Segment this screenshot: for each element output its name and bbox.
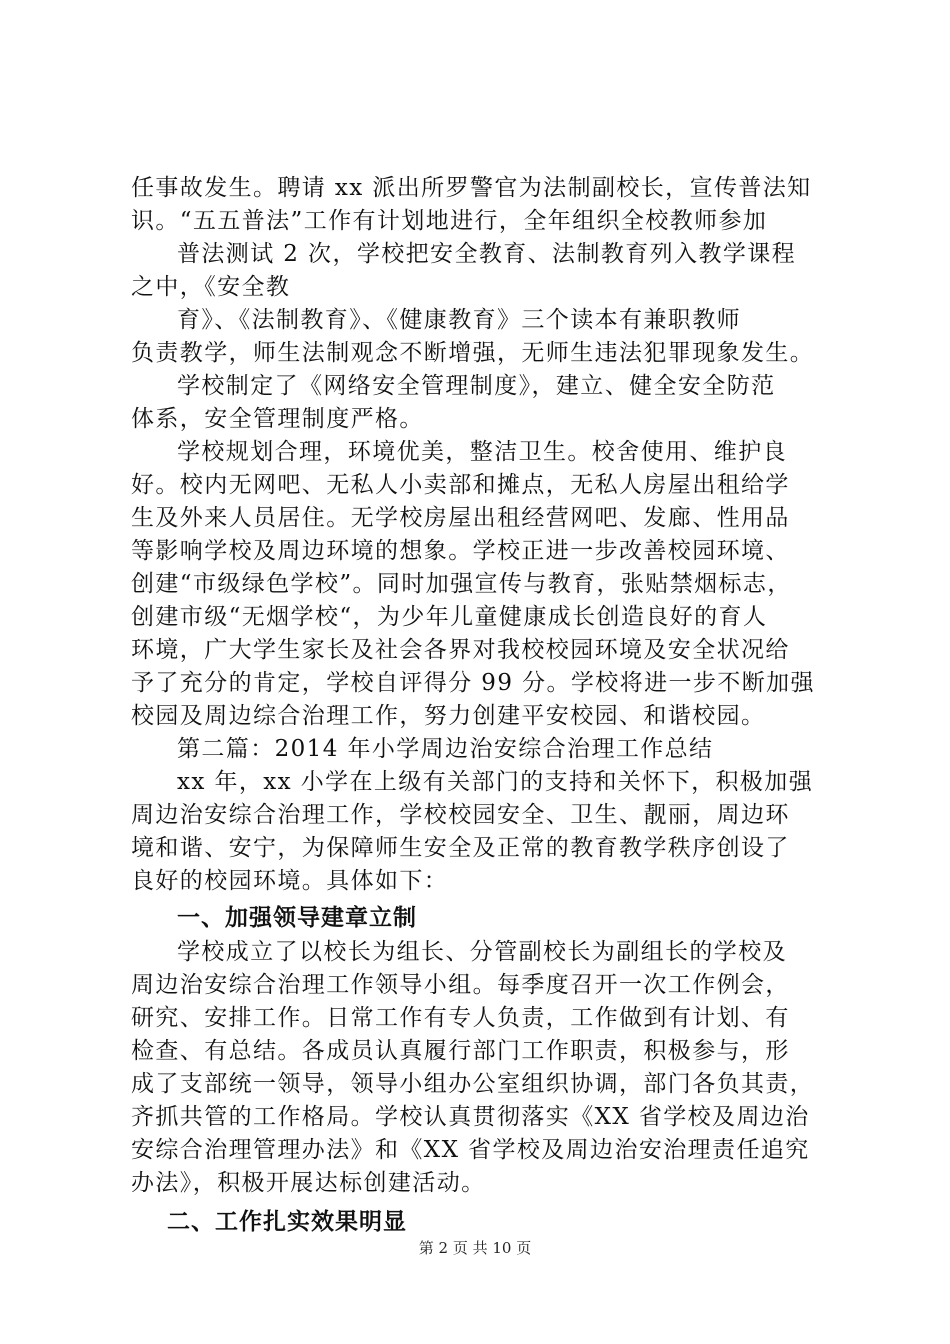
paragraph-line: 好。校内无网吧、无私人小卖部和摊点，无私人房屋出租给学 [131, 472, 790, 498]
paragraph-line: 学校成立了以校长为组长、分管副校长为副组长的学校及 [177, 939, 787, 965]
paragraph-line: 成了支部统一领导，领导小组办公室组织协调，部门各负其责， [131, 1071, 815, 1097]
paragraph-line: 予了充分的肯定，学校自评得分 99 分。学校将进一步不断加强 [131, 670, 815, 696]
paragraph-line: 创建“市级绿色学校”。同时加强宣传与教育，张贴禁烟标志， [131, 571, 792, 597]
section-heading-1: 一、加强领导建章立制 [177, 905, 417, 931]
paragraph-line: 创建市级“无烟学校“，为少年儿童健康成长创造良好的育人 [131, 604, 768, 630]
paragraph-line: 周边治安综合治理工作，学校校园安全、卫生、靓丽，周边环 [131, 802, 790, 828]
paragraph-line: 学校规划合理，环境优美，整洁卫生。校舍使用、维护良 [177, 439, 787, 465]
paragraph-line: 负责教学，师生法制观念不断增强，无师生违法犯罪现象发生。 [131, 340, 815, 366]
paragraph-line: 环境，广大学生家长及社会各界对我校校园环境及安全状况给 [131, 637, 790, 663]
page-number: 第 2 页 共 10 页 [418, 1239, 532, 1257]
paragraph-line: 办法》，积极开展达标创建活动。 [131, 1170, 486, 1196]
paragraph-line: 齐抓共管的工作格局。学校认真贯彻落实《XX 省学校及周边治 [131, 1104, 810, 1130]
paragraph-line: 良好的校园环境。具体如下： [131, 868, 449, 894]
paragraph-line: 等影响学校及周边环境的想象。学校正进一步改善校园环境、 [131, 538, 790, 564]
paragraph-line: 育》、《法制教育》、《健康教育》三个读本有兼职教师 [177, 307, 741, 333]
paragraph-line: 体系，安全管理制度严格。 [131, 406, 424, 432]
paragraph-line: 之中，《安全教 [131, 274, 291, 300]
paragraph-line: 境和谐、安宁，为保障师生安全及正常的教育教学秩序创设了 [131, 835, 790, 861]
paragraph-line: 任事故发生。聘请 xx 派出所罗警官为法制副校长，宣传普法知 [131, 175, 812, 201]
paragraph-line: 安综合治理管理办法》和《XX 省学校及周边治安治理责任追究 [131, 1137, 810, 1163]
document-body [131, 172, 831, 1240]
paragraph-line: xx 年，xx 小学在上级有关部门的支持和关怀下，积极加强 [177, 769, 814, 795]
section-title: 第二篇：2014 年小学周边治安综合治理工作总结 [177, 736, 714, 762]
section-heading-2: 二、工作扎实效果明显 [167, 1209, 407, 1235]
paragraph-line: 校园及周边综合治理工作，努力创建平安校园、和谐校园。 [131, 703, 766, 729]
paragraph-line: 检查、有总结。各成员认真履行部门工作职责，积极参与，形 [131, 1038, 790, 1064]
paragraph-line: 学校制定了《网络安全管理制度》，建立、健全安全防范 [177, 373, 776, 399]
paragraph-line: 周边治安综合治理工作领导小组。每季度召开一次工作例会， [131, 972, 790, 998]
paragraph-line: 识。“五五普法”工作有计划地进行，全年组织全校教师参加 [131, 208, 768, 234]
paragraph-line: 研究、安排工作。日常工作有专人负责，工作做到有计划、有 [131, 1005, 790, 1031]
paragraph-line: 普法测试 2 次，学校把安全教育、法制教育列入教学课程 [177, 241, 797, 267]
paragraph-line: 生及外来人员居住。无学校房屋出租经营网吧、发廊、性用品 [131, 505, 790, 531]
